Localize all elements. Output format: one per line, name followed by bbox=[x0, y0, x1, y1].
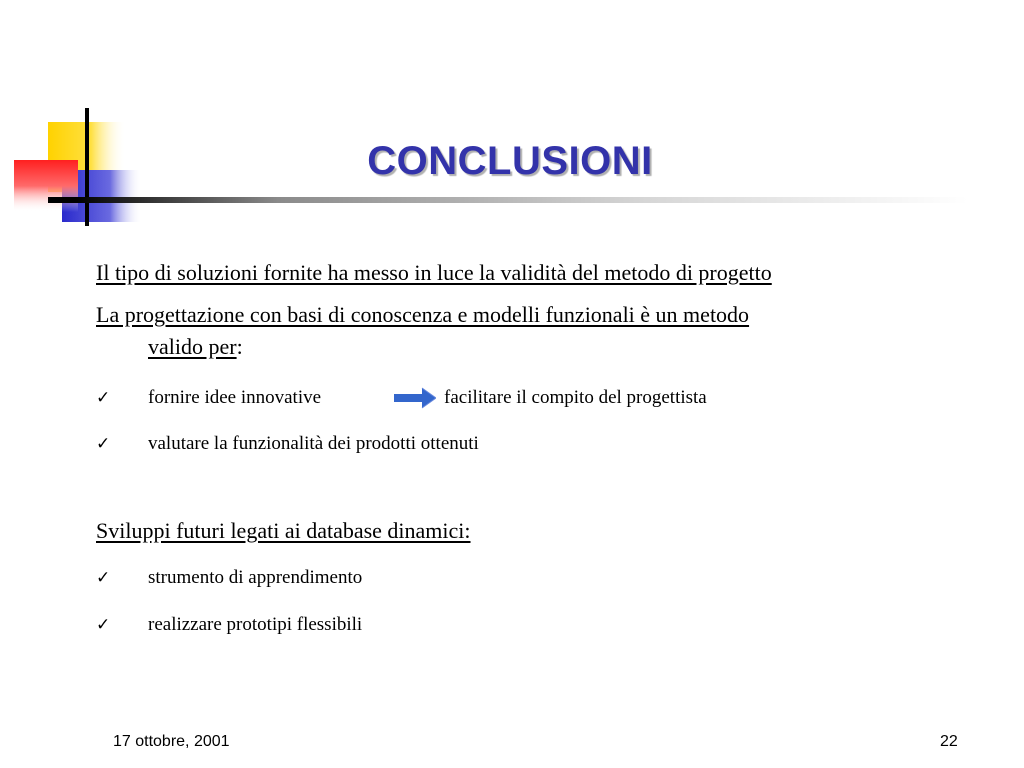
section-2-heading-text: Sviluppi futuri legati ai database dinamici: bbox=[96, 518, 471, 543]
list-item-text-after-arrow: facilitare il compito del progettista bbox=[444, 387, 707, 408]
list-item-text: valutare la funzionalità dei prodotti ottenuti bbox=[148, 433, 479, 454]
checkmark-icon: ✓ bbox=[96, 434, 111, 454]
title-divider bbox=[48, 197, 968, 203]
paragraph-1 bbox=[96, 257, 976, 289]
corner-decoration bbox=[0, 0, 240, 240]
checkmark-icon: ✓ bbox=[96, 615, 111, 635]
list-item bbox=[96, 431, 896, 457]
checkmark-icon: ✓ bbox=[96, 568, 111, 588]
list-item bbox=[96, 612, 896, 638]
vertical-line bbox=[85, 108, 89, 226]
footer-date: 17 ottobre, 2001 bbox=[113, 733, 230, 750]
list-item-text: fornire idee innovative bbox=[148, 387, 322, 408]
paragraph-2-text-a: La progettazione con basi di conoscenza e modelli funzionali è un metodo bbox=[96, 302, 750, 327]
paragraph-2-colon: : bbox=[236, 334, 243, 359]
slide-title: CONCLUSIONI bbox=[367, 139, 653, 183]
list-item-text: realizzare prototipi flessibili bbox=[148, 614, 363, 635]
paragraph-1-text: Il tipo di soluzioni fornite ha messo in luce la validità del metodo di progetto bbox=[96, 260, 772, 285]
list-item bbox=[96, 385, 896, 411]
paragraph-2-text-b: valido per bbox=[148, 334, 237, 359]
right-arrow-icon bbox=[394, 387, 436, 409]
list-item-text: strumento di apprendimento bbox=[148, 567, 363, 588]
section-2-heading bbox=[96, 515, 976, 547]
list-item bbox=[96, 565, 896, 591]
paragraph-2 bbox=[96, 299, 976, 363]
red-square bbox=[14, 160, 78, 212]
checkmark-icon: ✓ bbox=[96, 388, 111, 408]
page-number: 22 bbox=[940, 733, 958, 750]
